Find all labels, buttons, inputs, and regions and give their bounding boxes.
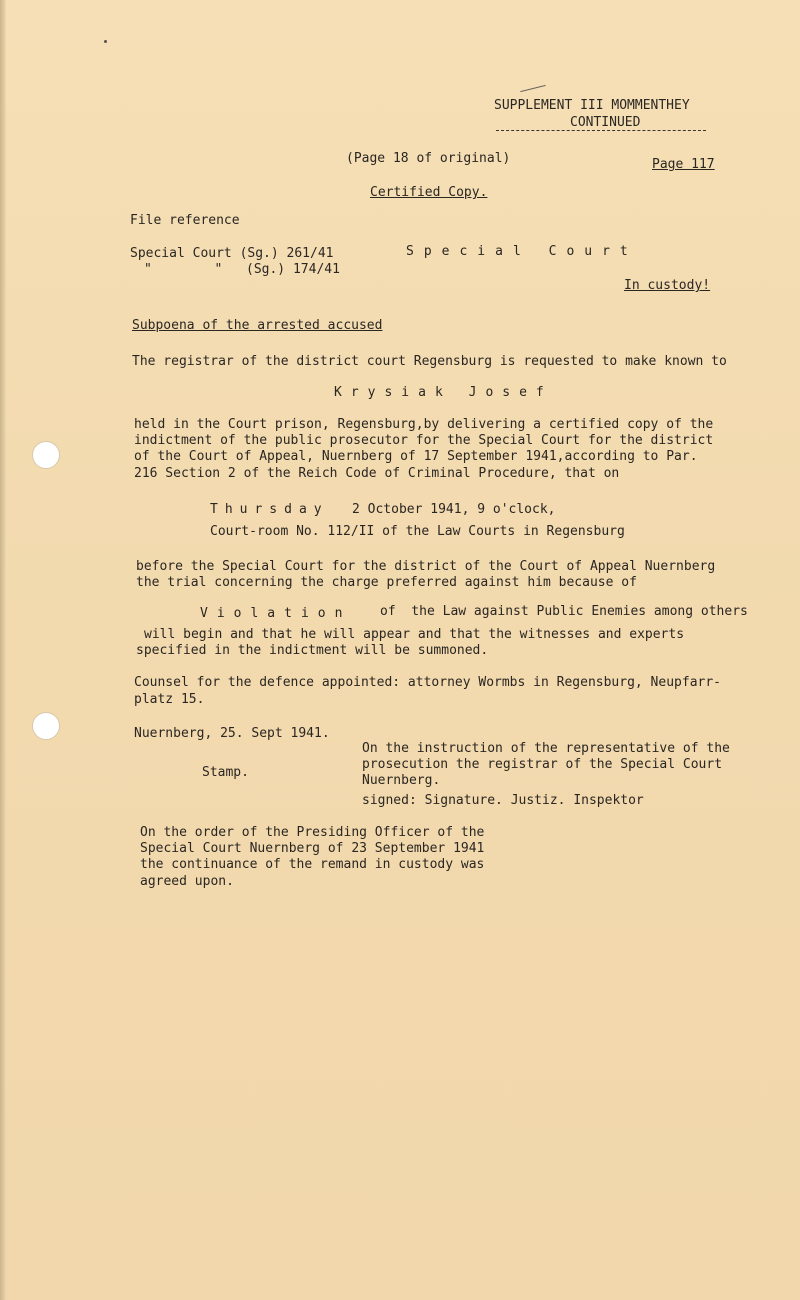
accused-name: Krysiak Josef: [334, 385, 553, 400]
order-line: agreed upon.: [140, 874, 234, 889]
paragraph-line: of the Court of Appeal, Nuernberg of 17 September 1941,according to Par.: [134, 449, 698, 464]
file-ref-line-2: (Sg.) 174/41: [246, 262, 340, 277]
supplement-heading: SUPPLEMENT III MOMMENTHEY: [494, 98, 690, 113]
original-page-ref: (Page 18 of original): [346, 151, 511, 166]
trial-weekday: Thursday: [210, 502, 329, 517]
paragraph-line: held in the Court prison, Regensburg,by delivering a certified copy of the: [134, 417, 714, 432]
file-reference-label: File reference: [130, 213, 240, 228]
heading-underline: [496, 130, 706, 131]
file-ref-line-1: Special Court (Sg.) 261/41: [130, 246, 334, 261]
subpoena-title: Subpoena of the arrested accused: [132, 318, 383, 333]
order-line: Special Court Nuernberg of 23 September 1941: [140, 841, 485, 856]
stamp-label: Stamp.: [202, 765, 249, 780]
ditto-marks: " ": [144, 262, 223, 277]
violation-text: of the Law against Public Enemies among others: [380, 604, 748, 619]
order-line: On the order of the Presiding Officer of the: [140, 825, 485, 840]
page-number: Page 117: [652, 157, 715, 172]
intro-line: The registrar of the district court Regensburg is requested to make known to: [132, 354, 727, 369]
counsel-line: platz 15.: [134, 692, 205, 707]
trial-date: 2 October 1941, 9 o'clock,: [352, 502, 556, 517]
place-date: Nuernberg, 25. Sept 1941.: [134, 726, 330, 741]
page-edge: [0, 0, 6, 1300]
paragraph-line: indictment of the public prosecutor for the Special Court for the district: [134, 433, 714, 448]
ink-speck: [104, 40, 107, 43]
paragraph-line: will begin and that he will appear and that the witnesses and experts: [144, 627, 685, 642]
counsel-line: Counsel for the defence appointed: attorney Wormbs in Regensburg, Neupfarr-: [134, 675, 721, 690]
punch-hole-top: [32, 441, 60, 469]
paragraph-line: the trial concerning the charge preferred against him because of: [136, 575, 637, 590]
punch-hole-bottom: [32, 712, 60, 740]
signature-line: signed: Signature. Justiz. Inspektor: [362, 793, 644, 808]
instruction-line: Nuernberg.: [362, 773, 441, 788]
special-court-heading: Special Court: [406, 244, 638, 259]
order-line: the continuance of the remand in custody was: [140, 857, 485, 872]
paragraph-line: before the Special Court for the district of the Court of Appeal Nuernberg: [136, 559, 716, 574]
certified-copy-title: Certified Copy.: [370, 185, 488, 200]
instruction-line: prosecution the registrar of the Special Court: [362, 757, 723, 772]
violation-word: Violation: [200, 606, 352, 621]
paragraph-line: 216 Section 2 of the Reich Code of Criminal Procedure, that on: [134, 466, 620, 481]
paragraph-line: specified in the indictment will be summoned.: [136, 643, 489, 658]
courtroom-line: Court-room No. 112/II of the Law Courts in Regensburg: [210, 524, 625, 539]
instruction-line: On the instruction of the representative of the: [362, 741, 730, 756]
continued-heading: CONTINUED: [570, 115, 641, 130]
custody-note: In custody!: [624, 278, 711, 293]
